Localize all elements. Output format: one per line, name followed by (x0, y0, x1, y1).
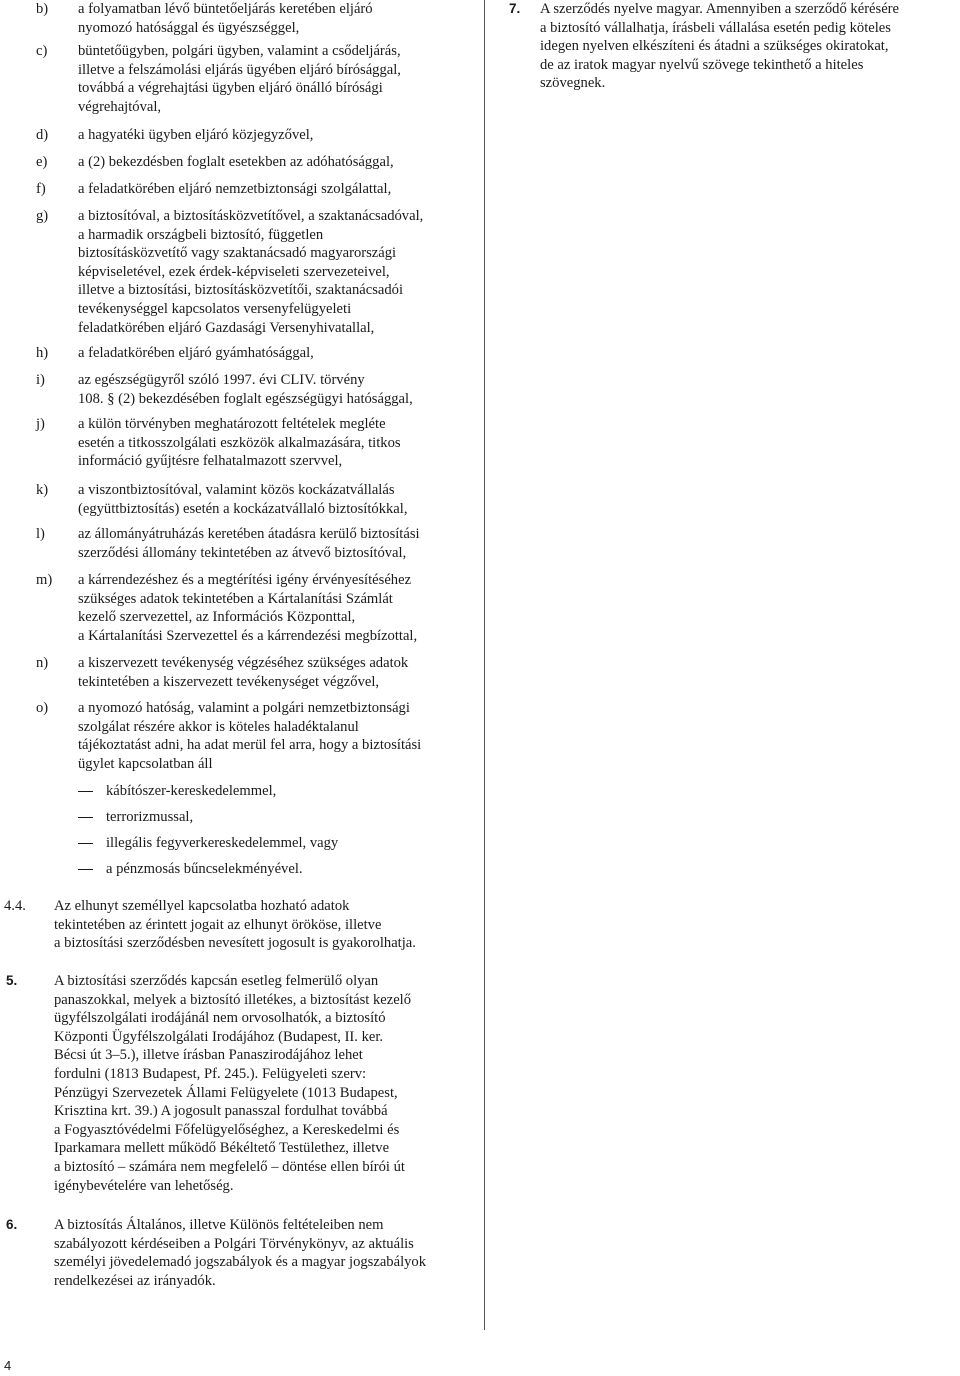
column-divider (484, 0, 485, 1330)
item-text: a kárrendezéshez és a megtérítési igény érvényesítéséhez szükséges adatok tekintetében a Kártalanítási Számlát kezelő szervezettel, az Információs Központtal, a Kártalanítási Szervezettel és a kárrendezési megbízottal, (78, 572, 418, 644)
item-text: a viszontbiztosítóval, valamint közös kockázatvállalás (együttbiztosítás) esetén a kockázatvállaló biztosítókkal, (78, 482, 408, 517)
section-number: 4.4. (4, 898, 26, 914)
item-label: b) (36, 1, 49, 17)
item-label: n) (36, 655, 49, 671)
page-number: 4 (4, 1358, 12, 1373)
item-label: c) (36, 43, 48, 59)
item-text: a feladatkörében eljáró gyámhatósággal, (78, 345, 314, 361)
section-text: A szerződés nyelve magyar. Amennyiben a szerződő kérésére a biztosító vállalhatja, írásbeli vállalása esetén pedig köteles idegen nyelven elkészíteni és átadni a szükséges okiratokat, de az iratok magyar nyelvű szövege tekinthető a hiteles szövegnek. (540, 1, 900, 92)
section-number: 5. (6, 973, 18, 988)
section-number: 6. (6, 1217, 18, 1232)
item-text: a biztosítóval, a biztosításközvetítővel, a szaktanácsadóval, a harmadik országbeli biztosító, független biztosításközvetítő vagy szaktanácsadó magyarországi képviseletével, ezek érdek-képviseleti szervezeteivel, illetve a biztosítási, biztosításközvetítői, szaktanácsadói tevékenységgel kapcsolatos versenyfelügyeleti feladatkörében eljáró Gazdasági Versenyhivatallal, (78, 208, 424, 336)
item-label: j) (36, 416, 45, 432)
item-text: a feladatkörében eljáró nemzetbiztonsági szolgálattal, (78, 181, 392, 197)
item-text: az állományátruházás keretében átadásra kerülő biztosítási szerződési állomány tekintetében az átvevő biztosítóval, (78, 526, 420, 561)
item-text: az egészségügyről szóló 1997. évi CLIV. törvény 108. § (2) bekezdésében foglalt egészségügyi hatósággal, (78, 372, 413, 407)
section-text: Az elhunyt személlyel kapcsolatba hozható adatok tekintetében az érintett jogait az elhunyt örököse, illetve a biztosítási szerződésben nevesített jogosult is gyakorolhatja. (54, 898, 416, 952)
section-text: A biztosítási szerződés kapcsán esetleg felmerülő olyan panaszokkal, melyek a biztosító illetékes, a biztosítást kezelő ügyfélszolgálati irodájánál nem orvosolhatók, a biztosító Központi Ügyfélszolgálati Irodájához (Budapest, II. ker. Bécsi út 3–5.), illetve írásban Panaszirodájához lehet fordulni (1813 Budapest, Pf. 245.). Felügyeleti szerv: Pénzügyi Szervezetek Állami Felügyelete (1013 Budapest, Krisztina krt. 39.) A jogosult panasszal fordulhat továbbá a Fogyasztóvédelmi Főfelügyelőséghez, a Kereskedelmi és Iparkamara mellett működő Békéltető Testülethez, illetve a biztosító – számára nem megfelelő – döntése ellen bírói út igénybevételére van lehetőség. (54, 973, 412, 1194)
item-label: l) (36, 526, 45, 542)
item-text: a (2) bekezdésben foglalt esetekben az adóhatósággal, (78, 154, 394, 170)
item-text: a folyamatban lévő büntetőeljárás keretében eljáró nyomozó hatósággal és ügyészséggel, (78, 1, 373, 36)
section-number: 7. (509, 1, 521, 16)
section-text: A biztosítás Általános, illetve Különös feltételeiben nem szabályozott kérdéseiben a Polgári Törvénykönyv, az aktuális személyi jövedelemadó jogszabályok és a magyar jogszabályok rendelkezései az irányadók. (54, 1217, 427, 1289)
item-label: h) (36, 345, 49, 361)
dash-mark (78, 791, 93, 792)
item-label: k) (36, 482, 49, 498)
item-label: g) (36, 208, 49, 224)
item-label: d) (36, 127, 49, 143)
item-text: a kiszervezett tevékenység végzéséhez szükséges adatok tekintetében a kiszervezett tevékenységet végzővel, (78, 655, 409, 690)
item-text: a külön törvényben meghatározott feltételek megléte esetén a titkosszolgálati eszközök alkalmazására, titkos információ gyűjtésre felhatalmazott szervvel, (78, 416, 401, 470)
item-label: m) (36, 572, 53, 588)
item-label: f) (36, 181, 46, 197)
item-text: a nyomozó hatóság, valamint a polgári nemzetbiztonsági szolgálat részére akkor is köteles haladéktalanul tájékoztatást adni, ha adat merül fel arra, hogy a biztosítási ügylet kapcsolatban áll (78, 700, 422, 772)
item-label: i) (36, 372, 45, 388)
dash-mark (78, 869, 93, 870)
item-text: a hagyatéki ügyben eljáró közjegyzővel, (78, 127, 314, 143)
dash-mark (78, 817, 93, 818)
item-text: büntetőügyben, polgári ügyben, valamint a csődeljárás, illetve a felszámolási eljárás ügyében eljáró bírósággal, továbbá a végrehajtási ügyben eljáró önálló bírósági végrehajtóval, (78, 43, 401, 115)
item-label: o) (36, 700, 49, 716)
item-label: e) (36, 154, 48, 170)
dash-mark (78, 843, 93, 844)
